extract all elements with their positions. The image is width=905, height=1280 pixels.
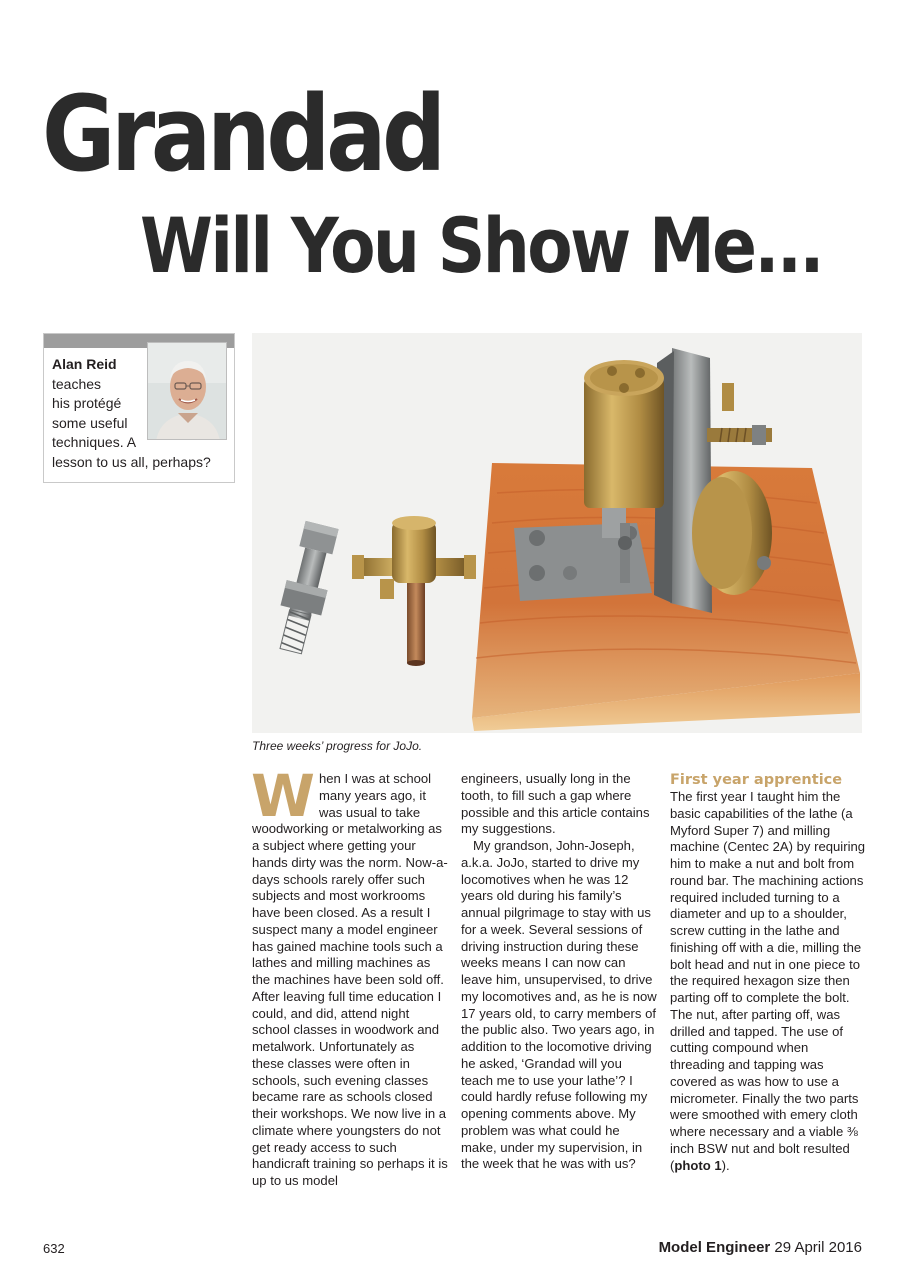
article-column-2 (461, 771, 657, 1173)
page-number: 632 (43, 1241, 65, 1256)
paragraph-text: hen I was at school many years ago, it was usual to take woodworking or metalworking as a subject where getting your hands dirty was the norm. Now-a-days schools rarely offer such subjects and most workrooms have been closed. As a result I suspect many a model engineer has gained machine tools such a lathes and milling machines as the machines have been sold off. After leaving full time education I could, and did, attend night school classes in woodwork and metalwork. Unfortunately as these classes were often in schools, such evening classes became rare as schools closed their workshops. We now live in a climate where youngsters do not get ready access to such handicraft training so perhaps it is up to us model (252, 771, 448, 1188)
issue-date: 29 April 2016 (770, 1239, 862, 1256)
paragraph-text: ). (721, 1157, 730, 1173)
photo-caption: Three weeks’ progress for JoJo. (252, 739, 423, 753)
standfirst-line: some useful (52, 414, 128, 431)
standfirst-line: his protégé (52, 395, 122, 411)
headline-line-1: Grandad (42, 73, 442, 195)
standfirst-line: teaches (52, 375, 102, 392)
paragraph-text: The first year I taught him the basic capabilities of the lathe (a Myford Super 7) and milling machine (Centec 2A) by requiring him to make a nut and bolt from round bar. The machining actions required included turning to a diameter and up to a shoulder, screw cutting in the lathe and finishing off with a die, milling the bolt head and nut in one piece to the required hexagon size then parting off to complete the bolt. The nut, after parting off, was drilled and tapped. The use of cutting compound when threading and tapping was covered as was how to use a micrometer. Finally the two parts were smoothed with emery cloth where necessary and a viable ⅜ inch BSW nut and bolt resulted ( (670, 789, 866, 1173)
engine-model-photo (252, 333, 862, 733)
standfirst-line: techniques. A (52, 434, 137, 450)
author-standfirst (52, 355, 232, 472)
article-paragraph: engineers, usually long in the tooth, to fill such a gap where possible and this article contains my suggestions. (461, 771, 650, 837)
section-subhead: First year apprentice (670, 772, 843, 788)
magazine-footer (659, 1239, 862, 1256)
author-name: Alan Reid (52, 356, 117, 372)
article-column-3 (670, 771, 866, 1174)
article-paragraph: My grandson, John-Joseph, a.k.a. JoJo, started to drive my locomotives when he was 12 years old during his family’s annual pilgrimage to stay with us for a week. Several sessions of driving instruction during these weeks means I can now can leave him, unsupervised, to drive my locomotives and, as he is now 17 years old, to carry members of the public also. Two years ago, in addition to the locomotive driving he asked, ‘Grandad will you teach me to use your lathe’? I could hardly refuse following my opening comments above. My problem was what could he make, under my supervision, in the week that he was with us? (461, 838, 657, 1172)
magazine-name: Model Engineer (658, 1239, 771, 1256)
author-box (43, 333, 235, 483)
standfirst-line: lesson to us all, perhaps? (52, 453, 211, 470)
article-paragraph (251, 762, 448, 1190)
drop-cap: W (251, 762, 315, 830)
photo-reference: photo 1 (674, 1157, 722, 1173)
headline-line-2: Will You Show Me... (140, 201, 822, 290)
main-photo (252, 333, 862, 733)
article-column-1 (251, 762, 448, 1190)
article-paragraph (670, 789, 866, 1174)
